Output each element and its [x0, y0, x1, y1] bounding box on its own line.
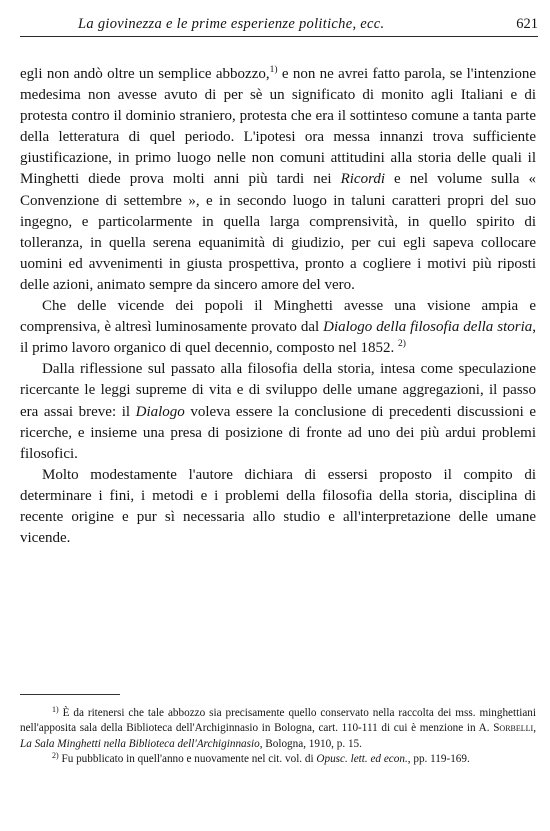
running-head-title: La giovinezza e le prime esperienze politiche, ecc. [78, 16, 385, 32]
paragraph-2-text-a: Che delle vicende dei popoli il Minghetti avesse una visione ampia e comprensiva, è altresì luminosamente provato dal [20, 298, 536, 336]
running-head [20, 14, 538, 36]
paragraph-2-text-b: , il primo lavoro organico di quel decennio, composto nel 1852. [20, 319, 536, 357]
footnote-1-author: Sorbelli [493, 722, 534, 735]
footnote-1 [20, 706, 536, 752]
page-number: 621 [516, 16, 538, 32]
header-rule [20, 36, 538, 37]
dialogo-title: Dialogo della filosofia della storia [323, 319, 533, 336]
footnote-2-title: Opusc. lett. ed econ. [316, 753, 408, 766]
footnote-separator [20, 694, 120, 695]
paragraph-2 [20, 296, 536, 359]
footnote-2-text-b: , pp. 119-169. [407, 753, 470, 766]
paragraph-1-text-c: e nel volume sulla « Convenzione di settembre », e in secondo luogo in taluni caratteri propri del suo ingegno, e particolarmente in quella larga comprensività, in quello spirito di tolleranza, in quella serena equanimità di giudizio, per cui egli sapeva collocare uomini ed avvenimenti in giusta prospettiva, pronto a cogliere i motivi più riposti delle azioni, animato sempre da sincero amore del vero. [20, 171, 537, 293]
footnotes [20, 706, 536, 768]
paragraph-1-text-b: e non ne avrei fatto parola, se l'intenzione medesima non avesse avuto di per sè un significato di monito agli Italiani e di protesta contro il dominio straniero, protesta che era il sottinteso comune a tanta parte della letteratura di quel periodo. L'ipotesi ora messa innanzi trova sufficiente giustificazione, in primo luogo nelle non comuni attitudini alla storia delle quali il Minghetti diede prova molti anni più tardi nei [20, 66, 536, 188]
paragraph-3-text-a: Dalla riflessione sul passato alla filosofia della storia, intesa come speculazione ricercante le leggi supreme di vita e di sviluppo delle umane aggregazioni, il passo era assai breve: il [20, 361, 536, 420]
footnote-ref-2: 2) [397, 339, 406, 350]
footnote-1-mark: 1) [52, 705, 59, 714]
body-text [20, 64, 536, 549]
footnote-2-text-a: Fu pubblicato in quell'anno e nuovamente nel cit. vol. di [58, 753, 317, 766]
footnote-2-mark: 2) [52, 751, 59, 761]
dialogo-short-title: Dialogo [135, 403, 185, 420]
footnote-1-text-a: È da ritenersi che tale abbozzo sia precisamente quello conservato nella raccolta dei mss. minghettiani nell'apposita sala della Biblioteca dell'Archiginnasio in Bologna, cart. 110-111 di cui è menzione in A. [20, 707, 536, 735]
ricordi-title: Ricordi [340, 171, 386, 188]
paragraph-1 [20, 64, 536, 296]
paragraph-4: Molto modestamente l'autore dichiara di essersi proposto il compito di determinare i fini, i metodi e i problemi della filosofia della storia, disciplina di recente origine e pur sì necessaria allo studio e all'interpretazione delle umane vicende. [20, 466, 536, 547]
paragraph-3-text-b: voleva essere la conclusione di precedenti discussioni e ricerche, e insieme una presa di posizione di fronte ad uno dei più ardui problemi filosofici. [20, 403, 536, 462]
footnote-2 [20, 752, 536, 767]
paragraph-1-text-a: egli non andò oltre un semplice abbozzo, [20, 66, 270, 82]
footnote-1-text-b: , [533, 722, 536, 735]
footnote-1-title: La Sala Minghetti nella Biblioteca dell'Archiginnasio [20, 737, 260, 750]
paragraph-3 [20, 359, 536, 464]
footnote-1-text-c: , Bologna, 1910, p. 15. [259, 737, 362, 750]
footnote-ref-1: 1) [269, 65, 278, 75]
